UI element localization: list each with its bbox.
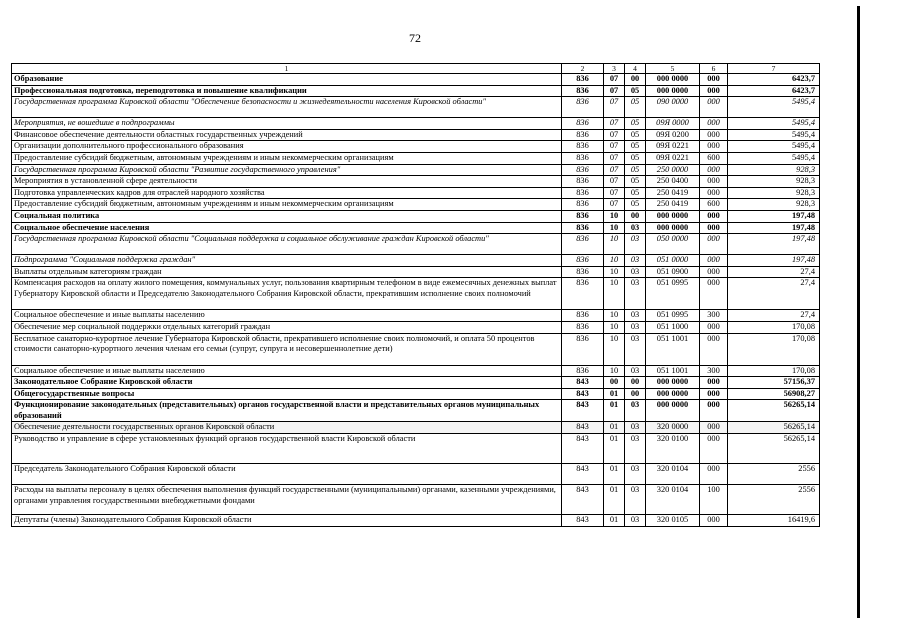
amount-cell: 56908,27	[728, 388, 820, 400]
target-article-cell: 250 0400	[646, 176, 700, 188]
chapter-code-cell: 843	[562, 388, 604, 400]
section-code-cell: 10	[604, 210, 625, 222]
section-code-cell: 01	[604, 388, 625, 400]
section-code-cell: 10	[604, 365, 625, 377]
target-article-cell: 09Я 0200	[646, 129, 700, 141]
chapter-code-cell: 843	[562, 464, 604, 485]
target-article-cell: 000 0000	[646, 388, 700, 400]
section-code-cell: 07	[604, 176, 625, 188]
target-article-cell: 09Я 0221	[646, 141, 700, 153]
row-name-cell: Функционирование законодательных (представительных) органов государственной власти и представительных органов муниципальных образований	[12, 400, 562, 422]
chapter-code-cell: 836	[562, 365, 604, 377]
amount-cell: 6423,7	[728, 85, 820, 97]
table-row	[12, 333, 820, 365]
row-name-cell: Мероприятия в установленной сфере деятельности	[12, 176, 562, 188]
section-code-cell: 01	[604, 434, 625, 464]
row-name-cell: Социальная политика	[12, 210, 562, 222]
expense-type-cell: 000	[700, 400, 728, 422]
row-name-cell: Организации дополнительного профессионального образования	[12, 141, 562, 153]
row-name-cell: Профессиональная подготовка, переподготовка и повышение квалификации	[12, 85, 562, 97]
table-row	[12, 388, 820, 400]
header-row	[12, 64, 820, 74]
subsection-code-cell: 00	[625, 377, 646, 389]
section-code-cell: 01	[604, 400, 625, 422]
table-row	[12, 222, 820, 234]
chapter-code-cell: 843	[562, 400, 604, 422]
header-cell: 7	[728, 64, 820, 74]
row-name-cell: Общегосударственные вопросы	[12, 388, 562, 400]
section-code-cell: 07	[604, 129, 625, 141]
section-code-cell: 07	[604, 164, 625, 176]
row-name-cell: Социальное обеспечение населения	[12, 222, 562, 234]
subsection-code-cell: 03	[625, 400, 646, 422]
amount-cell: 57156,37	[728, 377, 820, 389]
subsection-code-cell: 03	[625, 278, 646, 310]
budget-table	[11, 63, 820, 527]
table-row	[12, 365, 820, 377]
chapter-code-cell: 836	[562, 310, 604, 322]
amount-cell: 2556	[728, 485, 820, 515]
target-article-cell: 051 0995	[646, 278, 700, 310]
expense-type-cell: 000	[700, 176, 728, 188]
subsection-code-cell: 05	[625, 85, 646, 97]
amount-cell: 6423,7	[728, 74, 820, 86]
table-row	[12, 74, 820, 86]
row-name-cell: Председатель Законодательного Собрания Кировской области	[12, 464, 562, 485]
target-article-cell: 250 0419	[646, 187, 700, 199]
header-cell: 1	[12, 64, 562, 74]
chapter-code-cell: 836	[562, 176, 604, 188]
expense-type-cell: 000	[700, 234, 728, 255]
subsection-code-cell: 03	[625, 434, 646, 464]
chapter-code-cell: 836	[562, 255, 604, 267]
chapter-code-cell: 836	[562, 118, 604, 130]
chapter-code-cell: 836	[562, 74, 604, 86]
subsection-code-cell: 05	[625, 118, 646, 130]
chapter-code-cell: 836	[562, 210, 604, 222]
table-row	[12, 234, 820, 255]
expense-type-cell: 000	[700, 434, 728, 464]
chapter-code-cell: 836	[562, 199, 604, 211]
subsection-code-cell: 03	[625, 310, 646, 322]
target-article-cell: 051 0000	[646, 255, 700, 267]
target-article-cell: 051 0995	[646, 310, 700, 322]
section-code-cell: 10	[604, 333, 625, 365]
expense-type-cell: 300	[700, 365, 728, 377]
chapter-code-cell: 836	[562, 97, 604, 118]
section-code-cell: 07	[604, 118, 625, 130]
expense-type-cell: 000	[700, 222, 728, 234]
amount-cell: 197,48	[728, 210, 820, 222]
section-code-cell: 10	[604, 266, 625, 278]
section-code-cell: 07	[604, 74, 625, 86]
subsection-code-cell: 03	[625, 321, 646, 333]
subsection-code-cell: 03	[625, 515, 646, 527]
chapter-code-cell: 836	[562, 152, 604, 164]
chapter-code-cell: 843	[562, 422, 604, 434]
expense-type-cell: 600	[700, 199, 728, 211]
table-row	[12, 187, 820, 199]
row-name-cell: Финансовое обеспечение деятельности областных государственных учреждений	[12, 129, 562, 141]
expense-type-cell: 000	[700, 187, 728, 199]
target-article-cell: 000 0000	[646, 74, 700, 86]
expense-type-cell: 000	[700, 85, 728, 97]
section-code-cell: 07	[604, 152, 625, 164]
target-article-cell: 000 0000	[646, 377, 700, 389]
table-row	[12, 141, 820, 153]
chapter-code-cell: 836	[562, 234, 604, 255]
expense-type-cell: 000	[700, 515, 728, 527]
header-cell: 6	[700, 64, 728, 74]
amount-cell: 56265,14	[728, 422, 820, 434]
row-name-cell: Обеспечение деятельности государственных органов Кировской области	[12, 422, 562, 434]
target-article-cell: 000 0000	[646, 210, 700, 222]
row-name-cell: Подпрограмма "Социальная поддержка граждан"	[12, 255, 562, 267]
table-row	[12, 129, 820, 141]
chapter-code-cell: 836	[562, 321, 604, 333]
expense-type-cell: 000	[700, 255, 728, 267]
target-article-cell: 000 0000	[646, 222, 700, 234]
table-row	[12, 255, 820, 267]
row-name-cell: Компенсация расходов на оплату жилого помещения, коммунальных услуг, пользования квартирным телефоном в виде ежемесячных денежных выплат Губернатору Кировской области и Председателю Законодательного Собрания Кировской области, прекратившим исполнение своих полномочий	[12, 278, 562, 310]
header-cell: 2	[562, 64, 604, 74]
amount-cell: 5495,4	[728, 118, 820, 130]
table-row	[12, 321, 820, 333]
header-cell: 3	[604, 64, 625, 74]
amount-cell: 928,3	[728, 199, 820, 211]
expense-type-cell: 000	[700, 210, 728, 222]
table-row	[12, 400, 820, 422]
expense-type-cell: 000	[700, 422, 728, 434]
target-article-cell: 051 1000	[646, 321, 700, 333]
expense-type-cell: 000	[700, 464, 728, 485]
row-name-cell: Предоставление субсидий бюджетным, автономным учреждениям и иным некоммерческим организациям	[12, 152, 562, 164]
table-row	[12, 199, 820, 211]
subsection-code-cell: 05	[625, 141, 646, 153]
target-article-cell: 051 1001	[646, 365, 700, 377]
subsection-code-cell: 03	[625, 422, 646, 434]
amount-cell: 928,3	[728, 164, 820, 176]
row-name-cell: Социальное обеспечение и иные выплаты населению	[12, 365, 562, 377]
amount-cell: 170,08	[728, 333, 820, 365]
row-name-cell: Обеспечение мер социальной поддержки отдельных категорий граждан	[12, 321, 562, 333]
section-code-cell: 07	[604, 141, 625, 153]
amount-cell: 27,4	[728, 266, 820, 278]
amount-cell: 5495,4	[728, 129, 820, 141]
section-code-cell: 07	[604, 199, 625, 211]
section-code-cell: 07	[604, 97, 625, 118]
target-article-cell: 090 0000	[646, 97, 700, 118]
row-name-cell: Законодательное Собрание Кировской области	[12, 377, 562, 389]
row-name-cell: Выплаты отдельным категориям граждан	[12, 266, 562, 278]
subsection-code-cell: 03	[625, 222, 646, 234]
expense-type-cell: 000	[700, 97, 728, 118]
table-body	[12, 74, 820, 527]
chapter-code-cell: 836	[562, 187, 604, 199]
expense-type-cell: 300	[700, 310, 728, 322]
amount-cell: 5495,4	[728, 152, 820, 164]
target-article-cell: 320 0105	[646, 515, 700, 527]
chapter-code-cell: 836	[562, 266, 604, 278]
target-article-cell: 09Я 0221	[646, 152, 700, 164]
section-code-cell: 10	[604, 278, 625, 310]
amount-cell: 928,3	[728, 187, 820, 199]
subsection-code-cell: 00	[625, 74, 646, 86]
subsection-code-cell: 05	[625, 97, 646, 118]
chapter-code-cell: 836	[562, 129, 604, 141]
section-code-cell: 10	[604, 255, 625, 267]
amount-cell: 170,08	[728, 321, 820, 333]
subsection-code-cell: 03	[625, 333, 646, 365]
amount-cell: 16419,6	[728, 515, 820, 527]
expense-type-cell: 000	[700, 141, 728, 153]
row-name-cell: Образование	[12, 74, 562, 86]
amount-cell: 928,3	[728, 176, 820, 188]
table-row	[12, 210, 820, 222]
chapter-code-cell: 836	[562, 85, 604, 97]
margin-rule	[857, 6, 860, 618]
header-cell: 4	[625, 64, 646, 74]
row-name-cell: Руководство и управление в сфере установленных функций органов государственной власти Кировской области	[12, 434, 562, 464]
subsection-code-cell: 03	[625, 464, 646, 485]
amount-cell: 197,48	[728, 222, 820, 234]
amount-cell: 27,4	[728, 310, 820, 322]
expense-type-cell: 000	[700, 266, 728, 278]
amount-cell: 5495,4	[728, 141, 820, 153]
table-row	[12, 164, 820, 176]
chapter-code-cell: 843	[562, 485, 604, 515]
table-row	[12, 85, 820, 97]
table-row	[12, 434, 820, 464]
table-row	[12, 278, 820, 310]
expense-type-cell: 600	[700, 152, 728, 164]
chapter-code-cell: 836	[562, 333, 604, 365]
target-article-cell: 09Я 0000	[646, 118, 700, 130]
amount-cell: 56265,14	[728, 400, 820, 422]
amount-cell: 56265,14	[728, 434, 820, 464]
header-cell: 5	[646, 64, 700, 74]
expense-type-cell: 100	[700, 485, 728, 515]
section-code-cell: 10	[604, 310, 625, 322]
section-code-cell: 01	[604, 485, 625, 515]
table-row	[12, 310, 820, 322]
section-code-cell: 01	[604, 464, 625, 485]
subsection-code-cell: 03	[625, 234, 646, 255]
table-row	[12, 377, 820, 389]
section-code-cell: 01	[604, 515, 625, 527]
section-code-cell: 01	[604, 422, 625, 434]
target-article-cell: 320 0100	[646, 434, 700, 464]
target-article-cell: 051 1001	[646, 333, 700, 365]
table-row	[12, 118, 820, 130]
target-article-cell: 250 0000	[646, 164, 700, 176]
expense-type-cell: 000	[700, 377, 728, 389]
section-code-cell: 00	[604, 377, 625, 389]
row-name-cell: Расходы на выплаты персоналу в целях обеспечения выполнения функций государственными (муниципальными) органами, казенными учреждениями, органами управления государственными внебюджетными фондами	[12, 485, 562, 515]
expense-type-cell: 000	[700, 164, 728, 176]
chapter-code-cell: 843	[562, 377, 604, 389]
amount-cell: 2556	[728, 464, 820, 485]
amount-cell: 170,08	[728, 365, 820, 377]
subsection-code-cell: 05	[625, 129, 646, 141]
table-row	[12, 176, 820, 188]
amount-cell: 27,4	[728, 278, 820, 310]
row-name-cell: Государственная программа Кировской области "Развитие государственного управления"	[12, 164, 562, 176]
row-name-cell: Бесплатное санаторно-курортное лечение Губернатора Кировской области, прекратившего исполнение своих полномочий, и оплата 50 процентов стоимости санаторно-курортного лечения членам его семьи (супруг, супруга и несовершеннолетние дети)	[12, 333, 562, 365]
expense-type-cell: 000	[700, 74, 728, 86]
section-code-cell: 10	[604, 222, 625, 234]
page-number: 72	[409, 31, 421, 45]
subsection-code-cell: 03	[625, 255, 646, 267]
section-code-cell: 10	[604, 321, 625, 333]
subsection-code-cell: 00	[625, 388, 646, 400]
target-article-cell: 250 0419	[646, 199, 700, 211]
target-article-cell: 320 0104	[646, 485, 700, 515]
subsection-code-cell: 05	[625, 152, 646, 164]
row-name-cell: Государственная программа Кировской области "Социальная поддержка и социальное обслуживание граждан Кировской области"	[12, 234, 562, 255]
row-name-cell: Государственная программа Кировской области "Обеспечение безопасности и жизнедеятельности населения Кировской области"	[12, 97, 562, 118]
amount-cell: 5495,4	[728, 97, 820, 118]
table-row	[12, 464, 820, 485]
chapter-code-cell: 843	[562, 515, 604, 527]
subsection-code-cell: 05	[625, 187, 646, 199]
target-article-cell: 000 0000	[646, 85, 700, 97]
subsection-code-cell: 05	[625, 164, 646, 176]
chapter-code-cell: 836	[562, 222, 604, 234]
expense-type-cell: 000	[700, 333, 728, 365]
subsection-code-cell: 05	[625, 176, 646, 188]
table-row	[12, 422, 820, 434]
chapter-code-cell: 843	[562, 434, 604, 464]
subsection-code-cell: 05	[625, 199, 646, 211]
target-article-cell: 320 0000	[646, 422, 700, 434]
chapter-code-cell: 836	[562, 141, 604, 153]
chapter-code-cell: 836	[562, 164, 604, 176]
target-article-cell: 050 0000	[646, 234, 700, 255]
expense-type-cell: 000	[700, 321, 728, 333]
table-row	[12, 266, 820, 278]
table-row	[12, 515, 820, 527]
table-row	[12, 485, 820, 515]
section-code-cell: 07	[604, 187, 625, 199]
subsection-code-cell: 03	[625, 365, 646, 377]
row-name-cell: Предоставление субсидий бюджетным, автономным учреждениям и иным некоммерческим организациям	[12, 199, 562, 211]
section-code-cell: 10	[604, 234, 625, 255]
target-article-cell: 051 0900	[646, 266, 700, 278]
subsection-code-cell: 00	[625, 210, 646, 222]
table-row	[12, 97, 820, 118]
target-article-cell: 320 0104	[646, 464, 700, 485]
subsection-code-cell: 03	[625, 485, 646, 515]
row-name-cell: Подготовка управленческих кадров для отраслей народного хозяйства	[12, 187, 562, 199]
chapter-code-cell: 836	[562, 278, 604, 310]
expense-type-cell: 000	[700, 388, 728, 400]
expense-type-cell: 000	[700, 129, 728, 141]
target-article-cell: 000 0000	[646, 400, 700, 422]
expense-type-cell: 000	[700, 118, 728, 130]
amount-cell: 197,48	[728, 234, 820, 255]
row-name-cell: Социальное обеспечение и иные выплаты населению	[12, 310, 562, 322]
expense-type-cell: 000	[700, 278, 728, 310]
row-name-cell: Депутаты (члены) Законодательного Собрания Кировской области	[12, 515, 562, 527]
amount-cell: 197,48	[728, 255, 820, 267]
subsection-code-cell: 03	[625, 266, 646, 278]
row-name-cell: Мероприятия, не вошедшие в подпрограммы	[12, 118, 562, 130]
section-code-cell: 07	[604, 85, 625, 97]
table-row	[12, 152, 820, 164]
